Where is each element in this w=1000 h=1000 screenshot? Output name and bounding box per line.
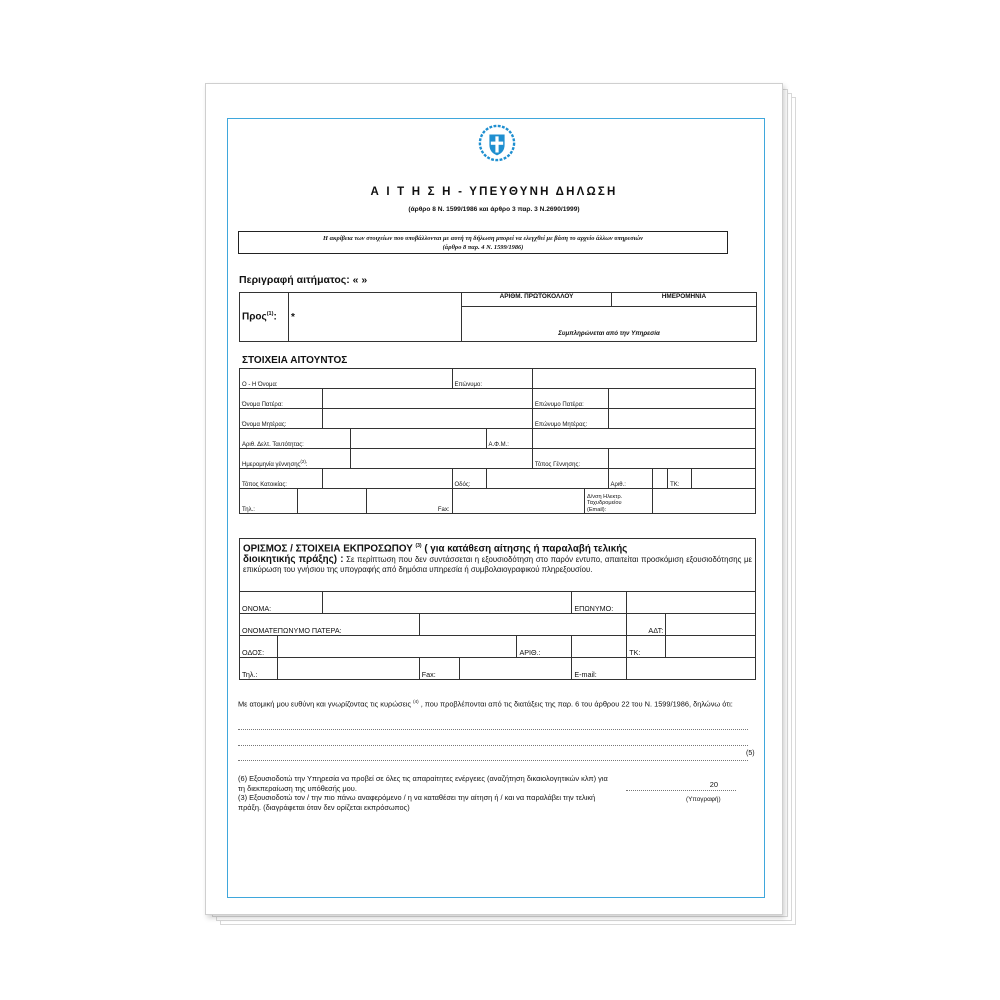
- recipient-field[interactable]: *: [289, 293, 462, 342]
- rep-email-label: E-mail:: [572, 658, 627, 680]
- mother-surname-label: Επώνυμο Μητέρας:: [532, 409, 608, 429]
- rep-fax-label: Fax:: [419, 658, 459, 680]
- authorization-notes: [238, 774, 608, 812]
- protocol-number-header: ΑΡΙΘΜ. ΠΡΩΤΟΚΟΛΛΟΥ: [462, 293, 612, 307]
- rep-number-label: ΑΡΙΘ.:: [517, 636, 572, 658]
- rep-postcode-label: ΤΚ:: [627, 636, 666, 658]
- applicant-surname-field[interactable]: [532, 369, 755, 389]
- fax-label: Fax:: [366, 489, 452, 514]
- rep-street-field[interactable]: [277, 636, 516, 658]
- date-header: ΗΜΕΡΟΜΗΝΙΑ: [612, 293, 757, 307]
- father-surname-field[interactable]: [608, 389, 755, 409]
- postcode-field[interactable]: [692, 469, 756, 489]
- declaration-line[interactable]: [238, 760, 748, 761]
- street-field[interactable]: [486, 469, 608, 489]
- declaration-line[interactable]: [238, 745, 748, 746]
- rep-fax-field[interactable]: [459, 658, 572, 680]
- accuracy-note-line1: Η ακρίβεια των στοιχείων που υποβάλλονται με αυτή τη δήλωση μπορεί να ελεγχθεί με βάση το αρχείο άλλων υπηρεσιών: [323, 235, 643, 242]
- rep-surname-field[interactable]: [627, 592, 756, 614]
- father-surname-label: Επώνυμο Πατέρα:: [532, 389, 608, 409]
- birth-date-label: Ημερομηνία γέννησης$^{(2)}$:: [240, 449, 351, 469]
- birth-place-field[interactable]: [608, 449, 755, 469]
- applicant-section-title: ΣΤΟΙΧΕΙΑ ΑΙΤΟΥΝΤΟΣ: [242, 355, 348, 366]
- authorization-note-3: (3) Εξουσιοδοτώ τον / την πιο πάνω αναφερόμενο / η να καταθέσει την αίτηση ή / και να παραλάβει την τελική πράξη. (διαγράφεται όταν δεν ορίζεται εκπρόσωπος): [238, 793, 596, 812]
- accuracy-note: [238, 231, 728, 254]
- rep-surname-label: ΕΠΩΝΥΜΟ:: [572, 592, 627, 614]
- representative-description: διοικητικής πράξης) : Σε περίπτωση που δεν συντάσσεται η εξουσιοδότηση στο παρόν εντυπο, απαιτείται προσκόμιση εξουσιοδότησης με επικύρωση του γνήσιου της υπογραφής από δημόσια υπηρεσία ή συμβολαιογραφικού πληρεξουσίου.: [243, 554, 752, 575]
- afm-field[interactable]: [532, 429, 755, 449]
- rep-father-field[interactable]: [419, 614, 627, 636]
- birth-place-label: Τόπος Γέννησης:: [532, 449, 608, 469]
- form-subtitle: (άρθρο 8 Ν. 1599/1986 και άρθρο 3 παρ. 3 Ν.2690/1999): [408, 206, 580, 213]
- mother-surname-field[interactable]: [608, 409, 755, 429]
- service-fill-note: Συμπληρώνεται από την Υπηρεσία: [462, 307, 757, 342]
- rep-name-field[interactable]: [322, 592, 571, 614]
- number-field[interactable]: [652, 469, 667, 489]
- father-name-field[interactable]: [323, 389, 533, 409]
- authorization-note-6: (6) Εξουσιοδοτώ την Υπηρεσία να προβεί σε όλες τις απαραίτητες ενέργειες (αναζήτηση δικαιολογητικών κλπ) για τη διεκπεραίωση της υπόθεσής μου.: [238, 774, 608, 793]
- request-description-label: Περιγραφή αιτήματος: « »: [239, 274, 368, 286]
- date-year-prefix: 20: [709, 780, 718, 789]
- representative-table: [239, 591, 756, 680]
- number-label: Αριθ.:: [608, 469, 652, 489]
- father-name-label: Όνομα Πατέρα:: [240, 389, 323, 409]
- form-sheet: [205, 83, 783, 915]
- email-field[interactable]: [652, 489, 755, 514]
- birth-date-field[interactable]: [350, 449, 532, 469]
- date-field[interactable]: [626, 780, 736, 791]
- rep-number-field[interactable]: [572, 636, 627, 658]
- rep-phone-field[interactable]: [277, 658, 419, 680]
- applicant-name-field[interactable]: Ο - Η Όνομα:: [240, 369, 453, 389]
- rep-street-label: ΟΔΟΣ:: [240, 636, 278, 658]
- residence-field[interactable]: [323, 469, 452, 489]
- street-label: Οδός:: [452, 469, 486, 489]
- recipient-table: [239, 292, 757, 342]
- mother-name-field[interactable]: [323, 409, 533, 429]
- rep-phone-label: Τηλ.:: [240, 658, 278, 680]
- rep-name-label: ΟΝΟΜΑ:: [240, 592, 323, 614]
- id-number-field[interactable]: [350, 429, 486, 449]
- mother-name-label: Όνομα Μητέρας:: [240, 409, 323, 429]
- id-number-label: Αριθ. Δελτ. Ταυτότητας:: [240, 429, 351, 449]
- rep-father-label: ΟΝΟΜΑΤΕΠΩΝΥΜΟ ΠΑΤΕΡΑ:: [240, 614, 420, 636]
- applicant-table: [239, 368, 756, 514]
- footnote-5-marker: (5): [746, 750, 755, 757]
- representative-section: [239, 538, 756, 591]
- accuracy-note-line2: (άρθρο 8 παρ. 4 Ν. 1599/1986): [442, 244, 524, 251]
- email-label: Δ/νση Ηλεκτρ. Ταχυδρομείου (Email):: [584, 489, 652, 514]
- afm-label: Α.Φ.Μ.:: [486, 429, 532, 449]
- residence-label: Τόπος Κατοικίας:: [240, 469, 323, 489]
- signature-label: (Υπογραφή): [686, 796, 721, 803]
- phone-field[interactable]: [297, 489, 366, 514]
- rep-email-field[interactable]: [627, 658, 756, 680]
- declaration-text: Με ατομική μου ευθύνη και γνωρίζοντας τις κυρώσεις $^{(4)}$ , που προβλέπονται από τις διατάξεις της παρ. 6 του άρθρου 22 του Ν. 1599/1986, δηλώνω ότι:: [238, 699, 733, 709]
- rep-postcode-field[interactable]: [666, 636, 756, 658]
- declaration-line[interactable]: [238, 729, 748, 730]
- form-title: Α Ι Τ Η Σ Η - ΥΠΕΥΘΥΝΗ ΔΗΛΩΣΗ: [370, 186, 618, 198]
- rep-adt-field[interactable]: [666, 614, 756, 636]
- representative-heading: ΟΡΙΣΜΟΣ / ΣΤΟΙΧΕΙΑ ΕΚΠΡΟΣΩΠΟΥ $^{(3)}$ ( για κατάθεση αίτησης ή παραλαβή τελικής: [243, 543, 628, 555]
- recipient-label: Προς$^{(1)}$:: [240, 293, 289, 342]
- postcode-label: ΤΚ:: [668, 469, 692, 489]
- fax-field[interactable]: [452, 489, 584, 514]
- rep-adt-label: ΑΔΤ:: [627, 614, 666, 636]
- applicant-surname-label: Επώνυμο:: [452, 369, 532, 389]
- greek-coat-of-arms-icon: [478, 124, 516, 162]
- phone-label: Τηλ.:: [240, 489, 298, 514]
